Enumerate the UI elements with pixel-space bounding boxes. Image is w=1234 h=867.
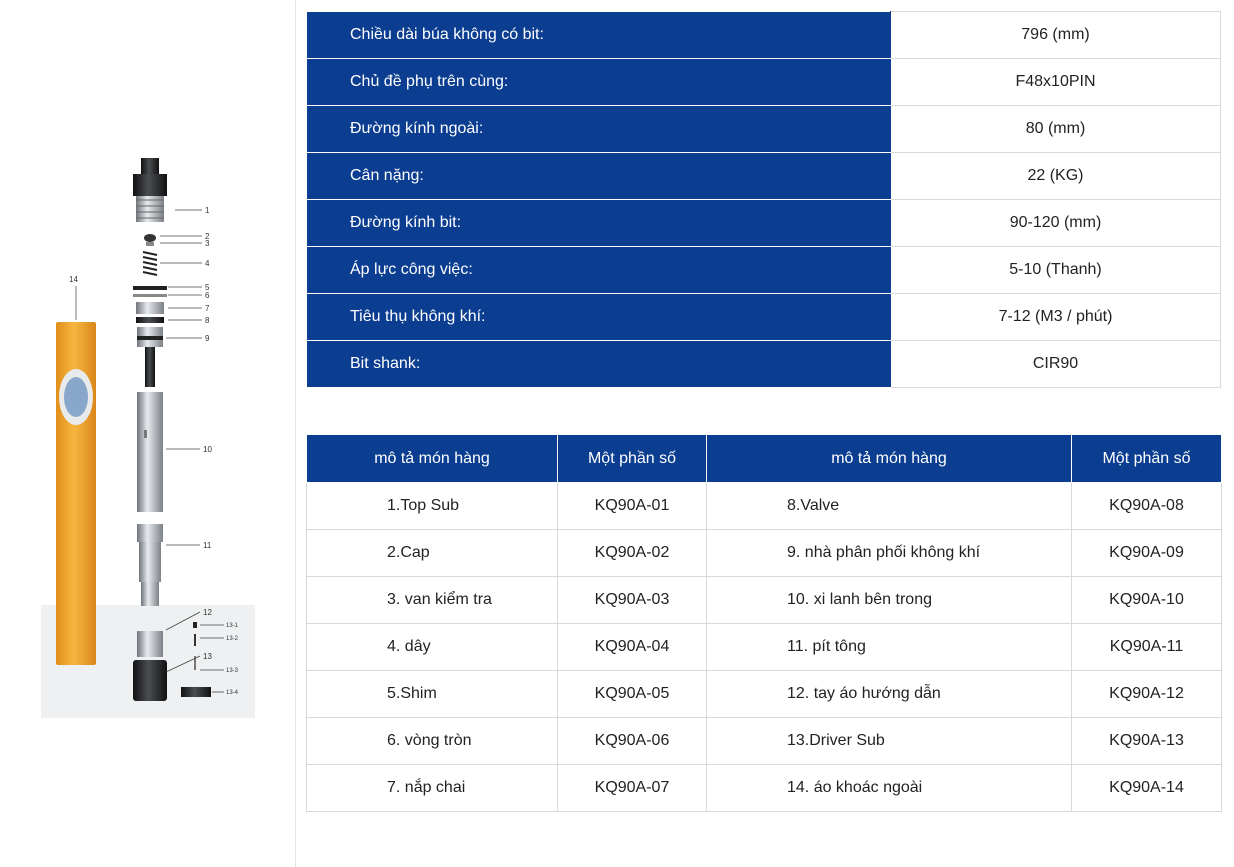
parts-table xyxy=(306,434,1222,812)
part-number: KQ90A-10 xyxy=(1072,577,1222,624)
callout-11: 11 xyxy=(203,541,212,550)
hammer-exploded-diagram xyxy=(0,0,295,867)
part-number: KQ90A-05 xyxy=(558,671,707,718)
part-description: 1.Top Sub xyxy=(307,483,558,530)
spec-label: Đường kính ngoài: xyxy=(307,106,891,153)
spec-label: Tiêu thụ không khí: xyxy=(307,294,891,341)
part-description: 9. nhà phân phối không khí xyxy=(707,530,1072,577)
callout-1: 1 xyxy=(205,206,210,215)
part-number: KQ90A-08 xyxy=(1072,483,1222,530)
spec-row xyxy=(307,12,1221,59)
spec-value: CIR90 xyxy=(891,341,1221,388)
callout-6: 6 xyxy=(205,291,210,300)
inner-cylinder-part xyxy=(137,392,163,512)
part-description: 5.Shim xyxy=(307,671,558,718)
table-row xyxy=(307,483,1222,530)
part-description: 10. xi lanh bên trong xyxy=(707,577,1072,624)
callout-13-4: 13-4 xyxy=(226,690,239,696)
header-description-2: mô tả món hàng xyxy=(707,435,1072,483)
part-description: 2.Cap xyxy=(307,530,558,577)
part-number: KQ90A-11 xyxy=(1072,624,1222,671)
part-description: 13.Driver Sub xyxy=(707,718,1072,765)
callout-10: 10 xyxy=(203,445,212,454)
table-row xyxy=(307,624,1222,671)
header-description-1: mô tả món hàng xyxy=(307,435,558,483)
part-number: KQ90A-02 xyxy=(558,530,707,577)
spec-label: Áp lực công việc: xyxy=(307,247,891,294)
part-description: 7. nắp chai xyxy=(307,765,558,812)
spec-row xyxy=(307,153,1221,200)
spec-label: Chiều dài búa không có bit: xyxy=(307,12,891,59)
part-description: 8.Valve xyxy=(707,483,1072,530)
spec-row xyxy=(307,106,1221,153)
spec-row xyxy=(307,247,1221,294)
spec-row xyxy=(307,200,1221,247)
table-row xyxy=(307,765,1222,812)
spec-value: 7-12 (M3 / phút) xyxy=(891,294,1221,341)
part-number: KQ90A-13 xyxy=(1072,718,1222,765)
spec-row xyxy=(307,341,1221,388)
part-number: KQ90A-03 xyxy=(558,577,707,624)
table-row xyxy=(307,577,1222,624)
part-number: KQ90A-04 xyxy=(558,624,707,671)
spec-row xyxy=(307,59,1221,106)
part-description: 4. dây xyxy=(307,624,558,671)
part-description: 14. áo khoác ngoài xyxy=(707,765,1072,812)
spec-value: 90-120 (mm) xyxy=(891,200,1221,247)
content-panel xyxy=(296,0,1234,867)
part-number: KQ90A-09 xyxy=(1072,530,1222,577)
callout-13-3: 13-3 xyxy=(226,668,239,674)
part-description: 11. pít tông xyxy=(707,624,1072,671)
part-description: 6. vòng tròn xyxy=(307,718,558,765)
callout-4: 4 xyxy=(205,259,210,268)
spec-value: F48x10PIN xyxy=(891,59,1221,106)
spec-label: Chủ đề phụ trên cùng: xyxy=(307,59,891,106)
callout-2: 2 xyxy=(205,232,210,241)
callout-13: 13 xyxy=(203,652,212,661)
part-number: KQ90A-01 xyxy=(558,483,707,530)
callout-3: 3 xyxy=(205,239,210,248)
callout-9: 9 xyxy=(205,334,210,343)
parts-header-row xyxy=(307,435,1222,483)
part-number: KQ90A-14 xyxy=(1072,765,1222,812)
spec-table xyxy=(306,11,1221,388)
spec-label: Cân nặng: xyxy=(307,153,891,200)
driver-sub-part xyxy=(133,660,167,701)
part-description: 12. tay áo hướng dẫn xyxy=(707,671,1072,718)
callout-14: 14 xyxy=(69,275,78,284)
callout-13-1: 13-1 xyxy=(226,623,239,629)
part-number: KQ90A-06 xyxy=(558,718,707,765)
part-number: KQ90A-07 xyxy=(558,765,707,812)
spec-value: 22 (KG) xyxy=(891,153,1221,200)
header-part-number-2: Một phần số xyxy=(1072,435,1222,483)
callout-12: 12 xyxy=(203,608,212,617)
spec-label: Bit shank: xyxy=(307,341,891,388)
diagram-panel xyxy=(0,0,296,867)
part-number: KQ90A-12 xyxy=(1072,671,1222,718)
callout-7: 7 xyxy=(205,304,210,313)
callout-5: 5 xyxy=(205,283,210,292)
table-row xyxy=(307,718,1222,765)
spec-row xyxy=(307,294,1221,341)
spec-value: 5-10 (Thanh) xyxy=(891,247,1221,294)
spec-value: 80 (mm) xyxy=(891,106,1221,153)
spec-value: 796 (mm) xyxy=(891,12,1221,59)
part-description: 3. van kiểm tra xyxy=(307,577,558,624)
callout-13-2: 13-2 xyxy=(226,636,239,642)
spec-label: Đường kính bit: xyxy=(307,200,891,247)
callout-8: 8 xyxy=(205,316,210,325)
table-row xyxy=(307,671,1222,718)
table-row xyxy=(307,530,1222,577)
header-part-number-1: Một phần số xyxy=(558,435,707,483)
